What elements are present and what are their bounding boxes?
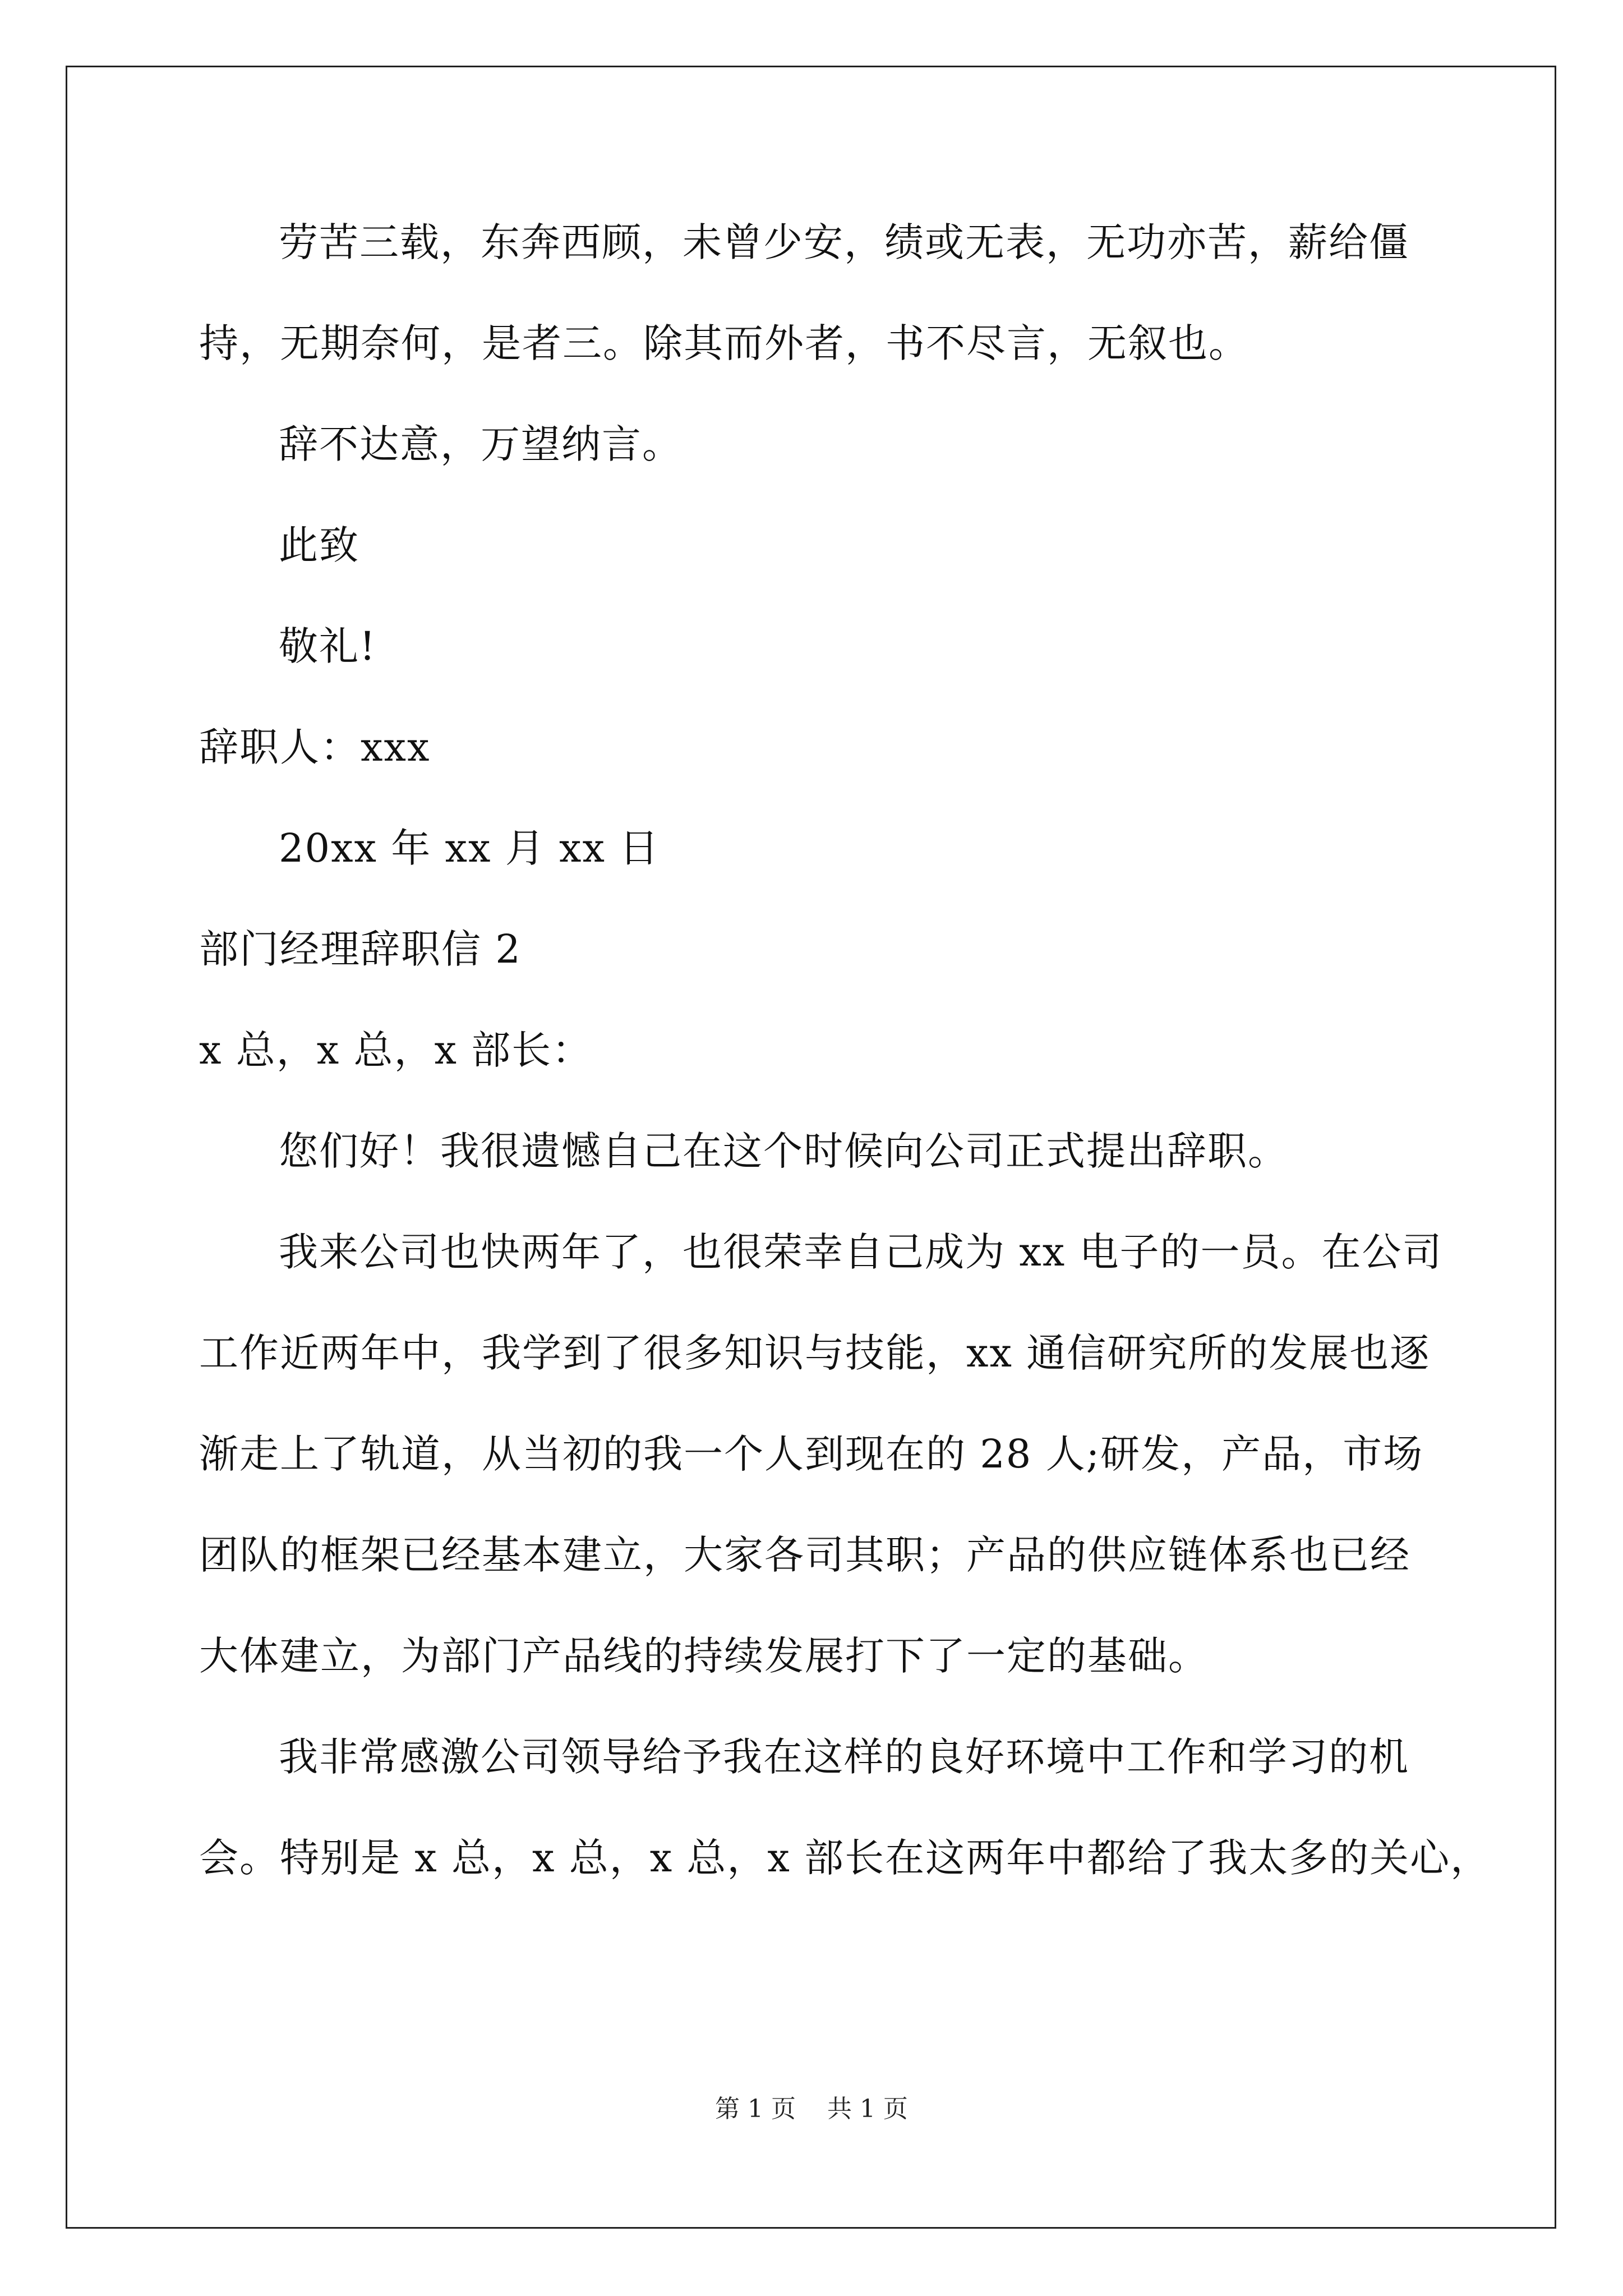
- page-footer: [0, 2092, 1623, 2126]
- paragraph-line: 辞不达意，万望纳言。: [279, 421, 683, 467]
- paragraph-line: 持，无期奈何，是者三。除其而外者，书不尽言，无叙也。: [199, 320, 1249, 366]
- paragraph-line: 我来公司也快两年了，也很荣幸自己成为 xx 电子的一员。在公司: [279, 1229, 1443, 1275]
- signature-line: 辞职人：xxx: [199, 724, 431, 770]
- paragraph-line: 工作近两年中，我学到了很多知识与技能，xx 通信研究所的发展也逐: [199, 1330, 1431, 1376]
- paragraph-line: 团队的框架已经基本建立，大家各司其职；产品的供应链体系也已经: [199, 1532, 1410, 1578]
- closing-line: 敬礼!: [279, 623, 377, 669]
- paragraph-line: 大体建立，为部门产品线的持续发展打下了一定的基础。: [199, 1633, 1209, 1679]
- page-number: 第 1 页 共 1 页: [715, 2095, 908, 2123]
- paragraph-line: 劳苦三载，东奔西顾，未曾少安，绩或无表，无功亦苦，薪给僵: [279, 219, 1409, 265]
- paragraph-line: 您们好！我很遗憾自己在这个时候向公司正式提出辞职。: [279, 1128, 1288, 1174]
- closing-line: 此致: [279, 522, 359, 568]
- salutation-line: x 总，x 总，x 部长：: [199, 1027, 593, 1073]
- paragraph-line: 会。特别是 x 总，x 总，x 总，x 部长在这两年中都给了我太多的关心，: [199, 1835, 1491, 1881]
- paragraph-line: 渐走上了轨道，从当初的我一个人到现在的 28 人;研发，产品，市场: [199, 1431, 1424, 1477]
- date-line: 20xx 年 xx 月 xx 日: [279, 825, 660, 871]
- section-title: 部门经理辞职信 2: [199, 926, 522, 972]
- paragraph-line: 我非常感激公司领导给予我在这样的良好环境中工作和学习的机: [279, 1734, 1409, 1780]
